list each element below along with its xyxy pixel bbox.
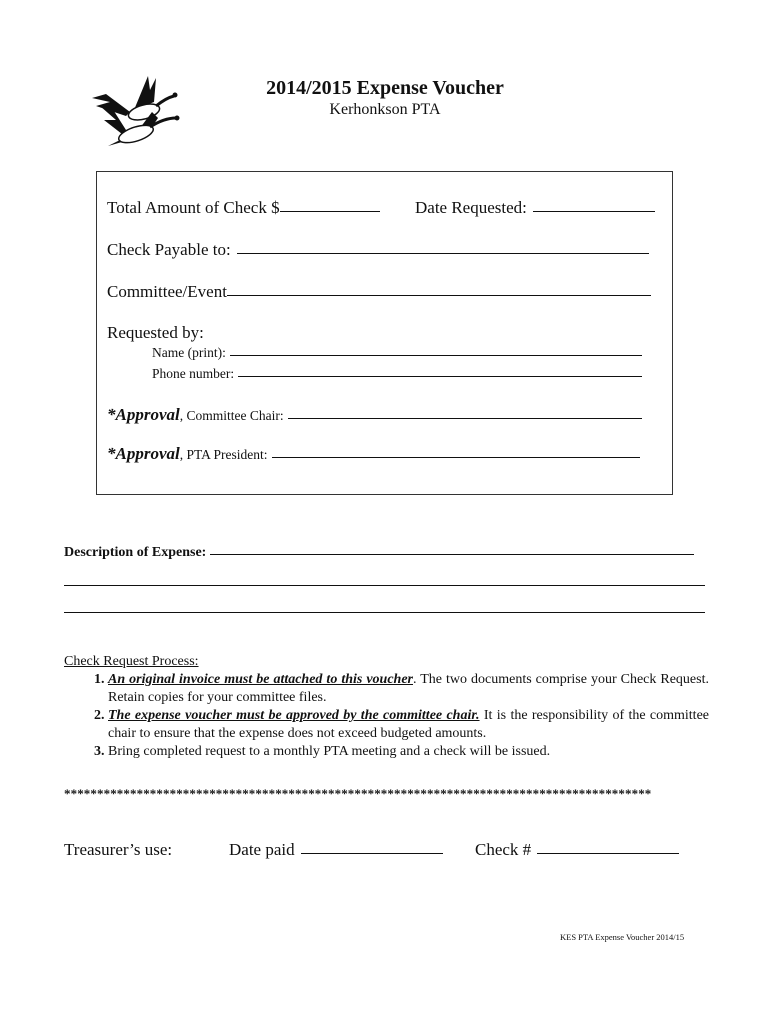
date-paid-label: Date paid	[229, 840, 295, 859]
process-step-emphasis: An original invoice must be attached to this voucher	[108, 672, 413, 687]
process-step	[108, 743, 709, 761]
page-title: 2014/2015 Expense Voucher	[266, 77, 504, 99]
process-step-text: It is the responsibility of the committee chair to ensure that the expense does not exceed budgeted amounts.	[108, 708, 709, 741]
check-payable-label: Check Payable to:	[107, 240, 231, 259]
treasurer-label: Treasurer’s use:	[64, 840, 173, 859]
description-label: Description of Expense:	[64, 545, 207, 560]
check-request-process	[64, 653, 709, 761]
check-number-field[interactable]	[537, 852, 679, 854]
description-line-2[interactable]	[64, 585, 705, 586]
requested-by-label: Requested by:	[107, 323, 204, 342]
committee-event-row	[107, 282, 651, 302]
phone-field[interactable]	[238, 375, 642, 377]
date-requested-label: Date Requested:	[415, 198, 527, 217]
approval-president-field[interactable]	[272, 456, 640, 458]
check-number-row	[475, 840, 679, 860]
total-amount-row	[107, 198, 380, 218]
process-heading: Check Request Process:	[64, 654, 199, 669]
approval-chair-field[interactable]	[288, 417, 642, 419]
description-row	[64, 545, 694, 561]
name-print-label: Name (print):	[152, 345, 226, 360]
description-line-3[interactable]	[64, 612, 705, 613]
approval-president-label: *Approval	[107, 444, 180, 463]
name-print-field[interactable]	[230, 354, 642, 356]
page-subtitle: Kerhonkson PTA	[329, 101, 441, 118]
date-paid-row	[229, 840, 443, 860]
treasurer-row	[64, 840, 172, 860]
date-paid-field[interactable]	[301, 852, 443, 854]
approval-chair-label: *Approval	[107, 405, 180, 424]
approval-chair-suffix: , Committee Chair:	[179, 408, 284, 423]
separator-line: *****************************************************************************************	[64, 786, 652, 801]
date-requested-field[interactable]	[533, 210, 655, 212]
approval-president-suffix: , PTA President:	[179, 447, 268, 462]
total-amount-field[interactable]	[280, 210, 380, 212]
check-number-label: Check #	[475, 840, 532, 859]
committee-event-label: Committee/Event	[107, 282, 227, 301]
description-field[interactable]	[210, 553, 694, 555]
process-step	[108, 671, 709, 707]
approval-chair-row	[107, 405, 642, 425]
process-steps	[64, 671, 709, 761]
name-print-row	[152, 345, 642, 361]
total-amount-label: Total Amount of Check $	[107, 198, 280, 217]
phone-label: Phone number:	[152, 366, 235, 381]
footer-text: KES PTA Expense Voucher 2014/15	[560, 932, 685, 942]
voucher-box	[96, 171, 673, 495]
process-step-text: . The two documents comprise your Check Request. Retain copies for your committee files.	[108, 672, 709, 705]
process-step-text: Bring completed request to a monthly PTA meeting and a check will be issued.	[108, 744, 551, 759]
process-step	[108, 707, 709, 743]
process-step-emphasis: The expense voucher must be approved by the committee chair.	[108, 708, 480, 723]
date-requested-row	[415, 198, 655, 218]
check-payable-field[interactable]	[237, 252, 649, 254]
committee-event-field[interactable]	[227, 294, 651, 296]
approval-president-row	[107, 444, 640, 464]
phone-row	[152, 366, 642, 382]
check-payable-row	[107, 240, 649, 260]
